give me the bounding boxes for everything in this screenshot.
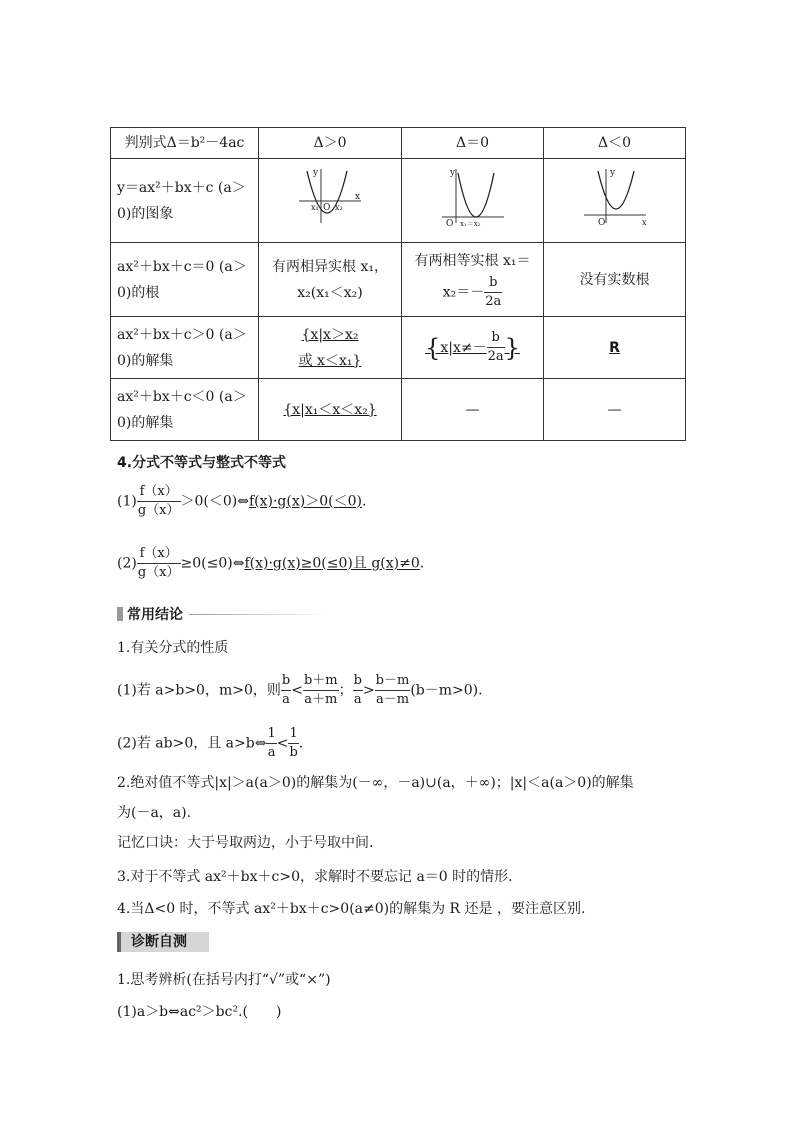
row-lt-label: ax²＋bx＋c＜0 (a＞ 0)的解集: [111, 379, 259, 441]
section4-title: 4.分式不等式与整式不等式: [117, 455, 287, 471]
row-gt-label: ax²＋bx＋c＞0 (a＞ 0)的解集: [111, 317, 259, 379]
diagnosis-header: 诊断自测: [117, 932, 209, 952]
header-negative: Δ＜0: [544, 128, 686, 159]
header-zero: Δ＝0: [402, 128, 544, 159]
fraction-inequality-1: (1) $\frac{f(x)}{g(x)}$ ＞0(＜0)⇔f(x)·g(x)＞0(＜0).: [117, 484, 367, 518]
row-graph-label: y＝ax²＋bx＋c (a＞ 0)的图象: [111, 159, 259, 243]
conclusion-1-2: (2)若 ab>0，且 a>b⇔ $\frac{1}{a}$ < $\frac{1}{b}$ .: [117, 726, 304, 760]
fraction-b-over-2a-set: $\frac{b}{2a}$: [487, 330, 504, 364]
parabola-no-root-graph: [580, 165, 650, 227]
svg-text:y: y: [609, 168, 615, 178]
graph-double-root: [402, 159, 544, 243]
conclusion-2-line2: 为(－a，a).: [117, 805, 192, 821]
discriminant-table: [110, 127, 686, 441]
svg-text:O: O: [323, 203, 331, 213]
roots-two: 有两相异实根 x₁， x₂(x₁＜x₂): [259, 243, 402, 317]
conclusion-3: 3.对于不等式 ax²＋bx＋c>0，求解时不要忘记 a＝0 时的情形.: [117, 869, 513, 885]
svg-text:x₂: x₂: [335, 203, 343, 212]
header-positive: Δ＞0: [259, 128, 402, 159]
roots-none: 没有实数根: [544, 243, 686, 317]
svg-text:y: y: [313, 168, 319, 178]
conclusion-header: 常用结论: [117, 605, 329, 623]
row-roots-label: ax²＋bx＋c＝0 (a＞ 0)的根: [111, 243, 259, 317]
parabola-double-root-graph: [438, 165, 508, 227]
fraction-b-over-2a: $\frac{b}{2a}$: [485, 275, 502, 309]
lt-solution-two: {x|x₁＜x＜x₂}: [259, 379, 402, 441]
svg-text:x: x: [641, 218, 647, 227]
graph-no-root: [544, 159, 686, 243]
lt-solution-none: —: [544, 379, 686, 441]
question-1: 1.思考辨析(在括号内打“√”或“×”): [117, 972, 331, 988]
svg-text:x₁: x₁: [311, 203, 319, 212]
gt-solution-none: R: [544, 317, 686, 379]
gt-solution-double: {x|x≠－ $\frac{b}{2a}$ }: [402, 317, 544, 379]
lt-solution-double: —: [402, 379, 544, 441]
conclusion-2-line1: 2.绝对值不等式|x|＞a(a＞0)的解集为(－∞，－a)∪(a，＋∞)；|x|＜a(a＞0)的解集: [117, 775, 634, 791]
roots-double: 有两相等实根 x₁＝ x₂＝－ $\frac{b}{2a}$: [402, 243, 544, 317]
conclusion-1-title: 1.有关分式的性质: [117, 640, 229, 656]
graph-two-roots: [259, 159, 402, 243]
conclusion-1-1: (1)若 a>b>0，m>0，则 $\frac{b}{a}$ < $\frac{b+m}{a+m}$ ； $\frac{b}{a}$ > $\frac{b-m}{a-m}$ (b－m>0).: [117, 673, 483, 707]
gt-solution-two: {x|x＞x₂ 或 x＜x₁}: [259, 317, 402, 379]
conclusion-4: 4.当Δ<0 时，不等式 ax²＋bx＋c>0(a≠0)的解集为 R 还是 ，要注意区别.: [117, 901, 586, 917]
svg-text:x₁＝x₂: x₁＝x₂: [459, 220, 481, 227]
svg-text:O: O: [445, 219, 453, 227]
question-1-1: (1)a＞b⇔ac²＞bc².( ): [117, 1004, 282, 1020]
svg-text:y: y: [449, 168, 455, 178]
memory-tip: 记忆口诀：大于号取两边，小于号取中间.: [117, 835, 374, 851]
fraction-inequality-2: (2) $\frac{f(x)}{g(x)}$ ≥0(≤0)⇔f(x)·g(x)≥0(≤0)且 g(x)≠0.: [117, 546, 425, 580]
header-discriminant: 判别式Δ＝b²－4ac: [111, 128, 259, 159]
svg-text:x: x: [355, 192, 361, 202]
parabola-two-roots-graph: [295, 165, 365, 227]
svg-text:O: O: [597, 218, 605, 227]
